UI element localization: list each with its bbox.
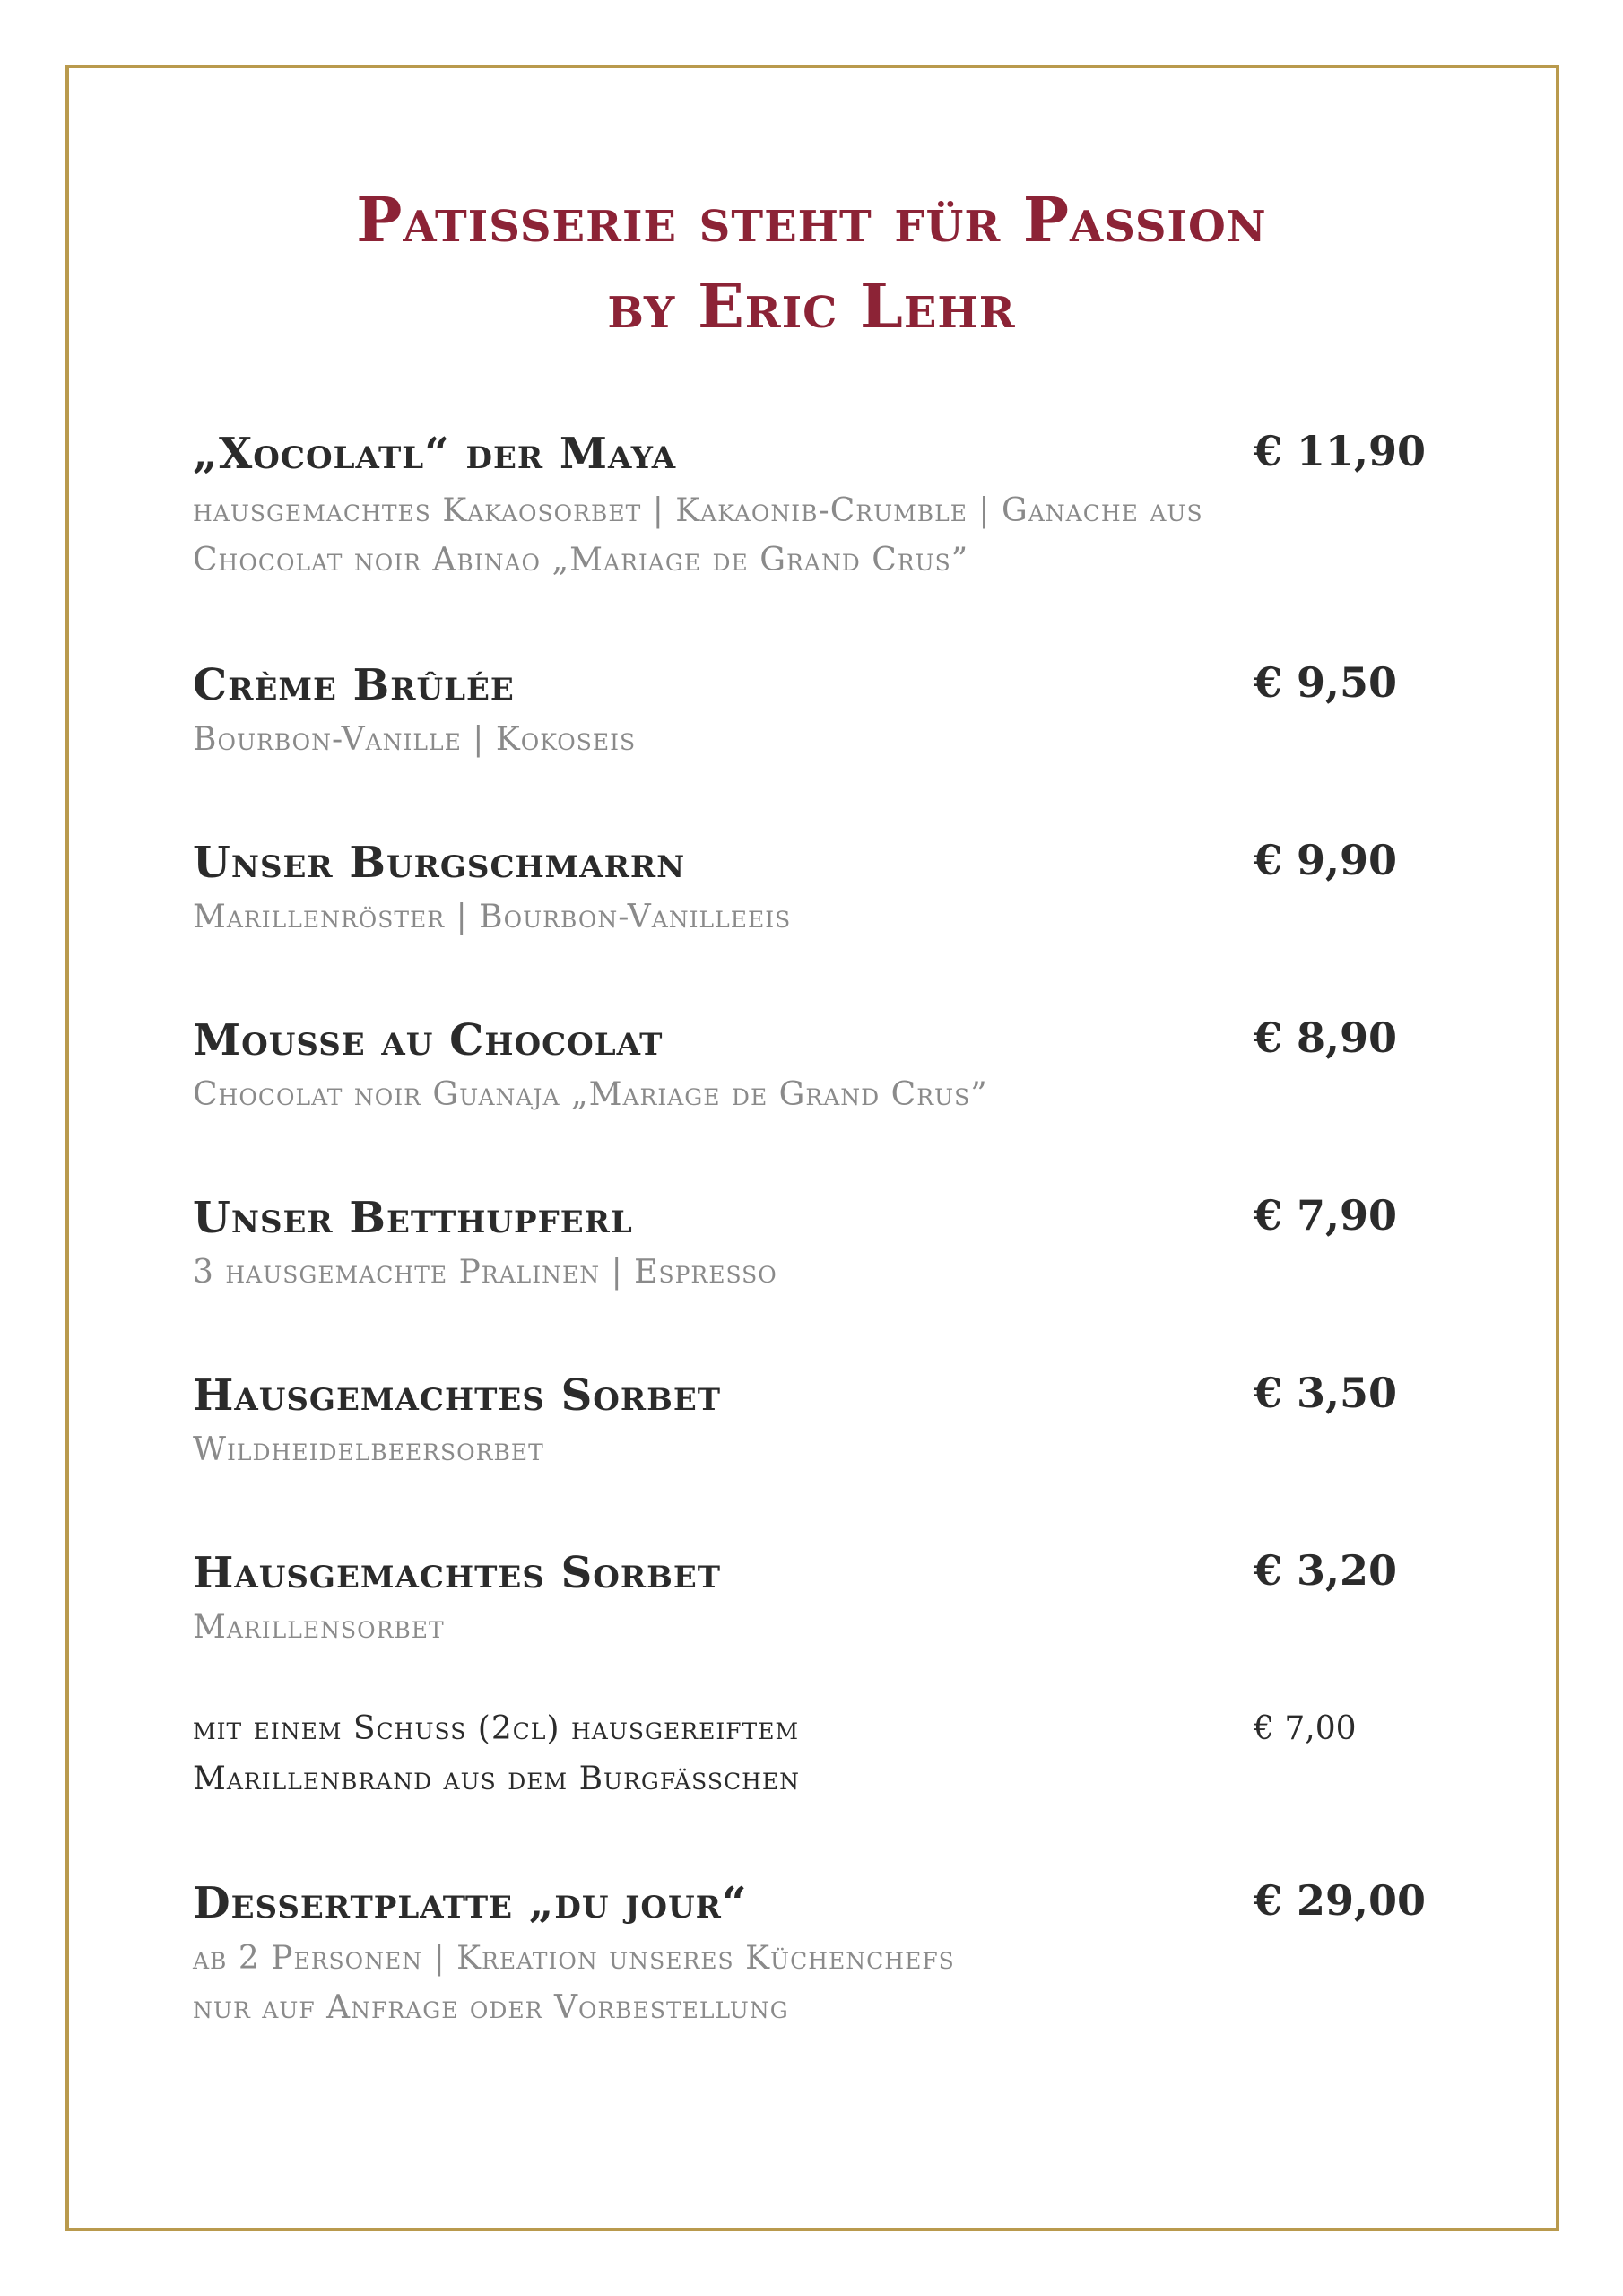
dessert-name: Crème Brûlée <box>193 660 515 710</box>
dessert-description: Wildheidelbeersorbet <box>193 1431 544 1468</box>
dessert-name: „Xocolatl“ der Maya <box>193 429 677 479</box>
addon-description: mit einem Schuss (2cl) hausgereiftem <box>193 1710 800 1747</box>
menu-title: Patisserie steht für Passion <box>356 185 1267 257</box>
addon-description: Marillenbrand aus dem Burgfässchen <box>193 1761 800 1797</box>
dessert-description: Marillenröster | Bourbon-Vanilleeis <box>193 899 792 935</box>
dessert-name: Unser Burgschmarrn <box>193 838 686 888</box>
dessert-price: € 8,90 <box>1254 1013 1398 1062</box>
dessert-description: Chocolat noir Abinao „Mariage de Grand Crus” <box>193 542 969 578</box>
dessert-name: Dessertplatte „du jour“ <box>193 1878 748 1928</box>
dessert-name: Unser Betthupferl <box>193 1193 633 1243</box>
dessert-description: Chocolat noir Guanaja „Mariage de Grand Crus” <box>193 1076 988 1113</box>
dessert-price: € 9,90 <box>1254 836 1398 884</box>
dessert-price: € 3,50 <box>1254 1369 1398 1417</box>
dessert-name: Hausgemachtes Sorbet <box>193 1370 722 1421</box>
dessert-description: nur auf Anfrage oder Vorbestellung <box>193 1989 789 2026</box>
dessert-description: hausgemachtes Kakaosorbet | Kakaonib-Crumble | Ganache aus <box>193 492 1203 529</box>
dessert-price: € 11,90 <box>1254 427 1427 475</box>
dessert-price: € 7,90 <box>1254 1191 1398 1239</box>
dessert-price: € 3,20 <box>1254 1546 1398 1595</box>
dessert-price: € 29,00 <box>1254 1876 1427 1925</box>
dessert-description: Bourbon-Vanille | Kokoseis <box>193 721 637 758</box>
dessert-name: Mousse au Chocolat <box>193 1015 664 1065</box>
dessert-description: Marillensorbet <box>193 1609 445 1646</box>
dessert-description: ab 2 Personen | Kreation unseres Küchenchefs <box>193 1940 955 1977</box>
dessert-price: € 9,50 <box>1254 658 1398 707</box>
dessert-description: 3 hausgemachte Pralinen | Espresso <box>193 1254 777 1291</box>
menu-subtitle: by Eric Lehr <box>607 271 1016 343</box>
dessert-name: Hausgemachtes Sorbet <box>193 1548 722 1598</box>
addon-price: € 7,00 <box>1254 1710 1357 1747</box>
